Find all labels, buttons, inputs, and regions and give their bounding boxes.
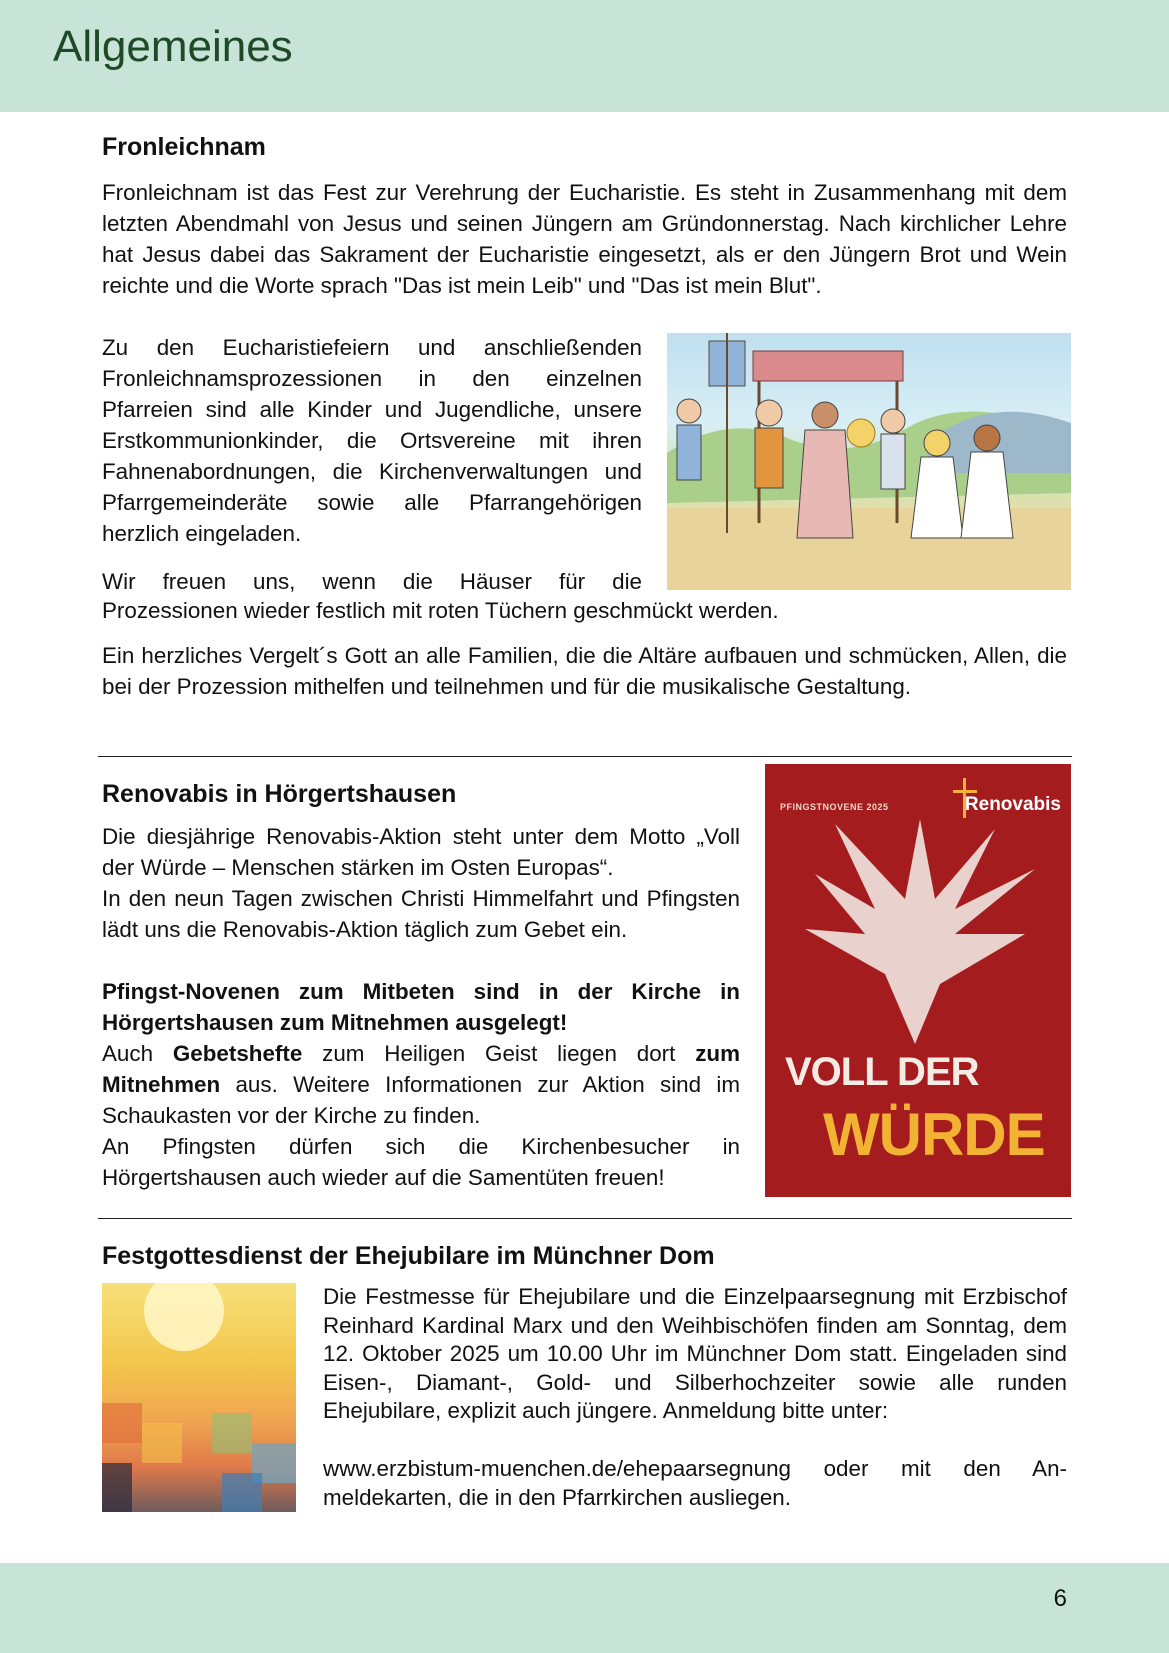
person [677,399,701,423]
fronleichnam-title: Fronleichnam [102,133,266,161]
renovabis-paragraph-1: Die diesjährige Renovabis-Aktion steht unter dem Motto „Voll der Würde – Menschen stärken im Osten Europas“. [102,824,740,880]
person [881,434,905,489]
priest [797,430,853,538]
poster-headline-1: VOLL DER [785,1050,979,1094]
poster-brand: Renovabis [964,794,1061,815]
p4-text: zum Heiligen Geist liegen dort [302,1041,696,1066]
renovabis-paragraph-3: Pfingst-Novenen zum Mitbeten sind in der Kirche in Hörgertshausen zum Mitnehmen ausgelegt! [102,979,740,1035]
p4-bold: zum Mitnehmen [102,1041,740,1097]
watercolor-drawing [102,1283,296,1512]
section-divider [98,756,1072,757]
p4-bold: Gebetshefte [172,1041,303,1066]
fronleichnam-paragraph-4: Ein herzliches Vergelt´s Gott an alle Familien, die die Altäre aufbauen und schmücken, Allen, die bei der Prozession mithelfen und teilnehmen und für die musikalische Gestaltung. [102,643,1067,699]
procession-drawing [667,333,1071,590]
fronleichnam-paragraph-2: Zu den Eucharistiefeiern und anschließenden Fronleichnamsprozessionen in den einzelnen Pfarreien sind alle Kinder und Jugendliche, unsere Erstkommunionkinder, die Ortsvereine mit ihren Fahnenabordnungen, die Kirchenverwaltungen und Pfarrgemeinderäte sowie alle Pfarrangehörigen herzlich eingeladen. [102,335,642,546]
altar-server [974,425,1000,451]
person [881,409,905,433]
fronleichnam-paragraph-3a: Wir freuen uns, wenn die Häuser für die [102,569,642,594]
altar-server [924,430,950,456]
poster-small-text: PFINGSTNOVENE 2025 [780,802,889,812]
renovabis-poster [765,764,1071,1197]
procession-illustration [667,333,1071,590]
header-band [0,0,1169,112]
person [812,402,838,428]
canopy [753,351,903,381]
person [755,428,783,488]
monstrance [847,419,875,447]
person [756,400,782,426]
p4-text: Auch [102,1041,173,1066]
person [677,425,701,480]
poster-headline-2: WÜRDE [823,1101,1045,1168]
page-title: Allgemeines [53,22,293,71]
renovabis-paragraph-4 [102,1038,740,1131]
ehejubilare-paragraph-2: www.erzbistum-muenchen.de/ehepaarsegnung oder mit den Anmeldekarten, die in den Pfarrkirchen ausliegen. [323,1456,1067,1510]
footer-band [0,1563,1169,1653]
fronleichnam-paragraph-1: Fronleichnam ist das Fest zur Verehrung der Eucharistie. Es steht in Zusammenhang mit dem letzten Abendmahl von Jesus und seinen Jüngern am Gründonnerstag. Nach kirchlicher Lehre hat Jesus dabei das Sakrament der Eucharistie eingesetzt, als er den Jüngern Brot und Wein reichte und die Worte sprach "Das ist mein Leib" und "Das ist mein Blut". [102,180,1067,298]
watercolor-image [102,1283,296,1512]
renovabis-paragraph-2: In den neun Tagen zwischen Christi Himmelfahrt und Pfingsten lädt uns die Renovabis-Aktion täglich zum Gebet ein. [102,886,740,942]
renovabis-title: Renovabis in Hörgertshausen [102,780,457,808]
renovabis-paragraph-5: An Pfingsten dürfen sich die Kirchenbesucher in Hörgertshausen auch wieder auf die Samentüten freuen! [102,1134,740,1190]
fronleichnam-paragraph-3b: Prozessionen wieder festlich mit roten Tüchern geschmückt werden. [102,598,779,623]
section-divider [98,1218,1072,1219]
p4-text: aus. Weitere Informationen zur Aktion sind im Schaukasten vor der Kirche zu finden. [102,1072,740,1128]
ehejubilare-title: Festgottesdienst der Ehejubilare im Münchner Dom [102,1242,715,1270]
page-number: 6 [1053,1585,1067,1612]
dove-icon [795,814,1045,1054]
ehejubilare-paragraph-1: Die Festmesse für Ehejubilare und die Einzelpaarsegnung mit Erzbischof Reinhard Kardinal Marx und den Weihbischöfen finden am Sonntag, dem 12. Oktober 2025 um 10.00 Uhr im Münchner Dom statt. Eingeladen sind Eisen-, Diamant-, Gold- und Silberhochzeiter sowie alle runden Ehejubilare, explizit auch jüngere. Anmeldung bitte unter: [323,1284,1067,1424]
